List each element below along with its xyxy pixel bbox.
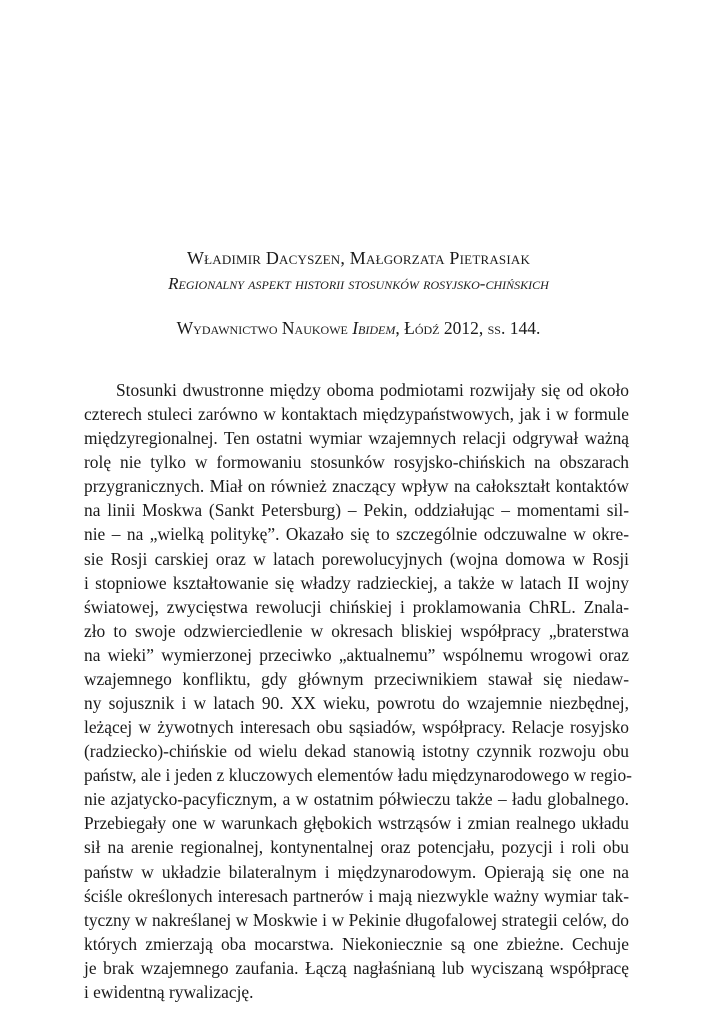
- text-line: zło to swoje odzwierciedlenie w okresach bliskiej współpracy „braterstwa: [84, 620, 629, 641]
- text-line: i stopniowe kształtowanie się władzy radzieckiej, a także w latach II wojny: [84, 572, 629, 593]
- text-line: i ewidentną rywalizację.: [84, 981, 254, 1002]
- book-title: Regionalny aspekt historii stosunków rosyjsko-chińskich: [168, 274, 549, 293]
- text-line: państw w układzie bilateralnym i międzynarodowym. Opierają się one na: [84, 861, 629, 882]
- text-line: rolę nie tylko w formowaniu stosunków rosyjsko-chińskich na obszarach: [84, 452, 629, 473]
- review-header: [0, 246, 717, 340]
- text-line: Przebiegały one w warunkach głębokich wstrząsów i zmian realnego układu: [84, 813, 629, 834]
- text-line: nie – na „wielką politykę”. Okazało się to szczególnie odczuwalne w okre-: [84, 524, 629, 545]
- text-line: ny sojusznik i w latach 90. XX wieku, powrotu do wzajemnie niezbędnej,: [84, 693, 629, 714]
- text-line: tyczny w nakreślanej w Moskwie i w Pekinie długofalowej strategii celów, do: [84, 909, 629, 930]
- publication-details: , Łódź 2012, ss. 144.: [395, 318, 541, 338]
- publication-info: [0, 316, 717, 340]
- text-line: nie azjatycko-pacyficznym, a w ostatnim półwieczu także – ładu globalnego.: [84, 789, 629, 810]
- text-line: leżącej w żywotnych interesach obu sąsiadów, współpracy. Relacje rosyjsko: [84, 717, 629, 738]
- text-line: Stosunki dwustronne między oboma podmiotami rozwijały się od około: [116, 380, 629, 400]
- book-authors: Władimir Dacyszen, Małgorzata Pietrasiak: [186, 248, 531, 268]
- text-line: na wieki” wymierzonej przeciwko „aktualnemu” wspólnemu wrogowi oraz: [84, 644, 629, 665]
- text-line: międzyregionalnej. Ten ostatni wymiar wzajemnych relacji odgrywał ważną: [84, 428, 629, 449]
- text-line: ściśle określonych interesach partnerów i mają niezwykle ważny wymiar tak-: [84, 885, 629, 906]
- text-line: sie Rosji carskiej oraz w latach porewolucyjnych (wojna domowa w Rosji: [84, 548, 629, 569]
- text-line: (radziecko)-chińskie od wielu dekad stanowią istotny czynnik rozwoju obu: [84, 741, 629, 762]
- text-line: na linii Moskwa (Sankt Petersburg) – Pekin, oddziałując – momentami sil-: [84, 500, 629, 521]
- publisher-name: Wydawnictwo Naukowe: [176, 318, 353, 338]
- text-line: wzajemnego konfliktu, gdy głównym przeciwnikiem stawał się niedaw-: [84, 668, 629, 689]
- text-line: sił na arenie regionalnej, kontynentalnej oraz potencjału, pozycji i roli obu: [84, 837, 629, 858]
- text-line: państw, ale i jeden z kluczowych elementów ładu międzynarodowego w regio-: [84, 765, 632, 786]
- text-line: przygranicznych. Miał on również znaczący wpływ na całokształt kontaktów: [84, 476, 629, 497]
- text-line: czterech stuleci zarówno w kontaktach międzypaństwowych, jak i w formule: [84, 404, 629, 425]
- text-line: je brak wzajemnego zaufania. Łączą nagłaśnianą lub wyciszaną współpracę: [84, 957, 629, 978]
- text-line: światowej, zwycięstwa rewolucji chińskiej i proklamowania ChRL. Znala-: [84, 596, 629, 617]
- review-paragraph: [84, 378, 632, 1004]
- text-line: których zmierzają oba mocarstwa. Niekoniecznie są one zbieżne. Cechuje: [84, 933, 629, 954]
- publisher-imprint: Ibidem: [352, 318, 396, 338]
